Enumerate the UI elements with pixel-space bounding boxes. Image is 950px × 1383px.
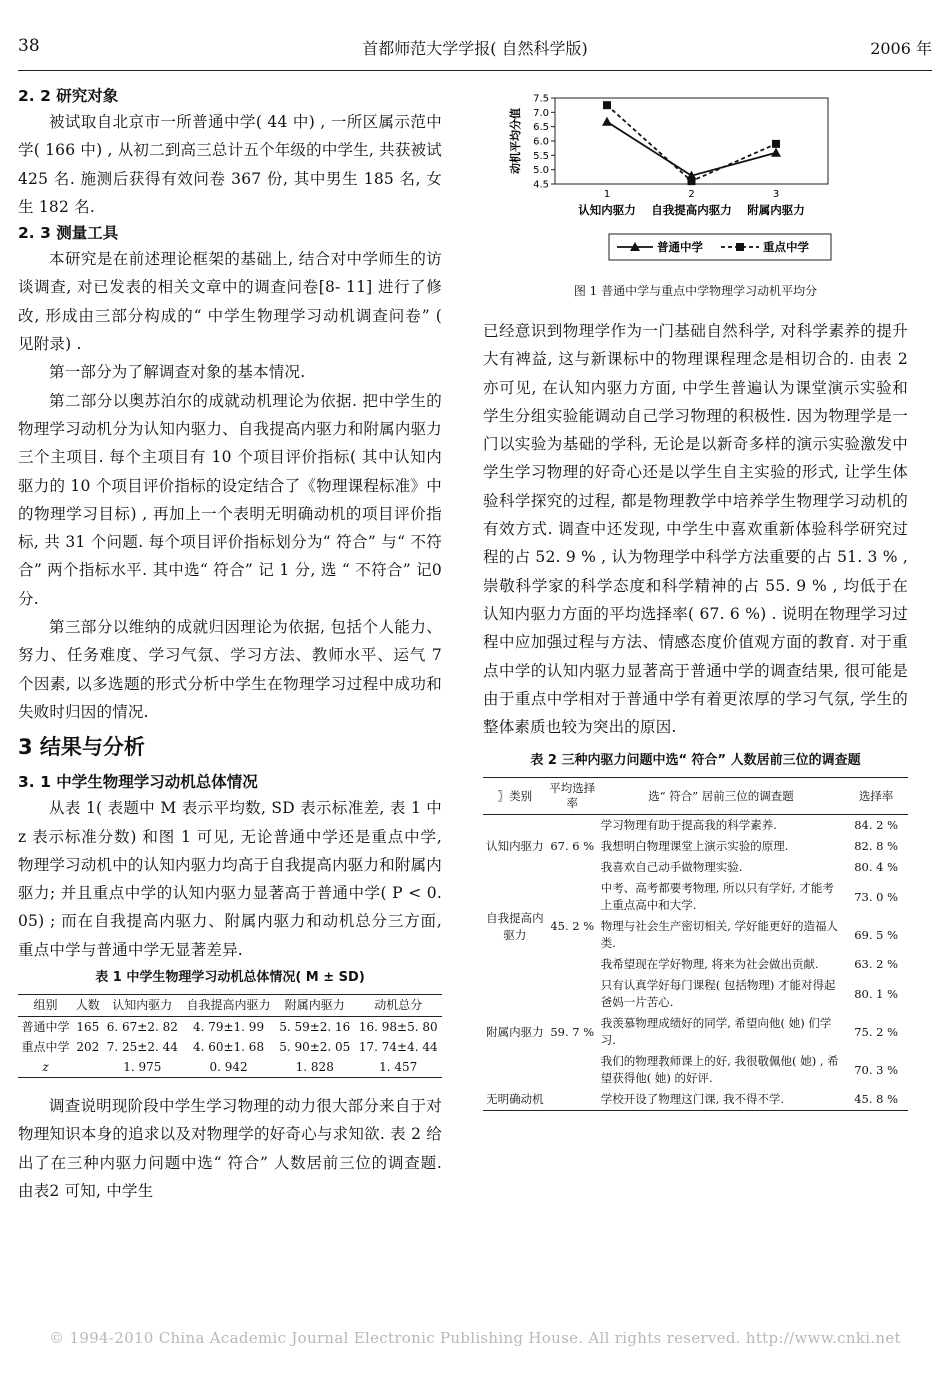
table-cell: 0. 942 <box>209 1060 248 1075</box>
data-point-square <box>603 101 611 109</box>
question-cell: 我想明白物理课堂上演示实验的原理. <box>600 839 789 854</box>
motivation-line-chart <box>483 84 908 274</box>
rate-cell: 63. 2 % <box>854 957 899 972</box>
question-cell: 我们的物理教师课上的好, 我很敬佩他( 她) , 希望获得他( 她) 的好评. <box>600 1054 839 1086</box>
average-rate-cell: 45. 2 % <box>550 919 595 934</box>
table-row <box>18 1017 442 1038</box>
figure-1 <box>483 84 908 299</box>
section-3-1-title: 3. 1 中学生物理学习动机总体情况 <box>18 773 258 792</box>
table-cell: 4. 60±1. 68 <box>192 1040 265 1055</box>
table-1-body <box>18 1017 442 1078</box>
y-tick-label: 5.0 <box>533 165 549 177</box>
table-1-header-cell: 人数 <box>73 995 103 1017</box>
x-tick-label: 2 <box>688 189 695 200</box>
data-point-square <box>772 140 780 148</box>
y-tick-label: 6.0 <box>533 136 549 148</box>
rate-cell: 84. 2 % <box>854 818 899 833</box>
y-axis-label: 动机平均分值 <box>509 108 522 174</box>
table-cell: 17. 74±4. 44 <box>358 1040 438 1055</box>
question-cell: 物理与社会生产密切相关, 学好能更好的造福人类. <box>600 919 839 951</box>
section-2-2-title: 2. 2 研究对象 <box>18 87 119 105</box>
table-1-header-cell: 动机总分 <box>354 995 442 1017</box>
table-1-header-cell: 认知内驱力 <box>103 995 182 1017</box>
category-label: 自我提高内驱力 <box>651 203 732 217</box>
category-cell: 自我提高内驱力 <box>486 910 544 942</box>
table-row <box>483 815 908 837</box>
table-cell: 4. 79±1. 99 <box>192 1020 265 1035</box>
table-cell: 1. 457 <box>379 1060 418 1075</box>
y-tick-label: 4.5 <box>533 179 549 191</box>
table-1-header-cell: 附属内驱力 <box>275 995 354 1017</box>
running-header <box>18 36 932 71</box>
question-cell: 学习物理有助于提高我的科学素养. <box>600 818 777 833</box>
table-1 <box>18 994 442 1078</box>
data-point-triangle <box>602 117 612 126</box>
table-2-header-cell: 〗类别 <box>483 778 547 815</box>
table-cell <box>73 1057 103 1078</box>
y-tick-label: 5.5 <box>533 150 549 162</box>
category-cell: 无明确动机 <box>486 1092 544 1107</box>
table-row <box>18 1037 442 1057</box>
table-1-header-row <box>18 995 442 1017</box>
question-cell: 中考、高考都要考物理, 所以只有学好, 才能考上重点高中和大学. <box>600 881 834 913</box>
table-row <box>483 975 908 1013</box>
section-2-3-paragraph-2: 第一部分为了解调查对象的基本情况. <box>49 363 306 382</box>
table-1-header-cell: 自我提高内驱力 <box>182 995 275 1017</box>
table-cell: 普通中学 <box>21 1020 70 1035</box>
data-point-triangle <box>771 148 781 157</box>
table-2-header-cell: 选“ 符合” 居前三位的调查题 <box>598 778 845 815</box>
rate-cell: 80. 1 % <box>854 986 899 1001</box>
rate-cell: 70. 3 % <box>854 1062 899 1077</box>
section-2-3-paragraph-4: 第三部分以维纳的成就归因理论为依据, 包括个人能力、努力、任务难度、学习气氛、学习方法、教师水平、运气 7 个因素, 以多选题的形式分析中学生在物理学习过程中成功和失败时归因的情况. <box>18 618 442 721</box>
table-cell: 重点中学 <box>21 1040 70 1055</box>
rate-cell: 45. 8 % <box>854 1092 899 1107</box>
question-cell: 我羡慕物理成绩好的同学, 希望向他( 她) 们学习. <box>600 1016 832 1048</box>
table-1-header-cell: 组别 <box>18 995 73 1017</box>
table-cell: 165 <box>76 1020 100 1035</box>
right-column <box>483 84 908 1111</box>
average-rate-cell: 67. 6 % <box>550 839 595 854</box>
table-2-header-row <box>483 778 908 815</box>
question-cell: 只有认真学好每门课程( 包括物理) 才能对得起爸妈一片苦心. <box>600 978 836 1010</box>
section-2-3-paragraph-3: 第二部分以奥苏泊尔的成就动机理论为依据. 把中学生的物理学习动机分为认知内驱力、自我提高内驱力和附属内驱力三个主项目. 每个主项目有 10 个项目评价指标( 其中认知内驱力的 10 个项目评价指标的设定结合了《物理课程标准》中的物理学习目标) , 再加上一个表明无明确动机的项目评价指标, 共 31 个问题. 每个项目评价指标划分为“ 符合” 与“ 不符合” 两个指标水平. 其中选“ 符合” 记 1 分, 选 “ 不符合” 记0 分. <box>18 391 442 608</box>
table-row <box>18 1057 442 1078</box>
table-2-header-cell: 平均选择率 <box>547 778 598 815</box>
section-3-1-paragraph-1: 从表 1( 表题中 M 表示平均数, SD 表示标准差, 表 1 中 z 表示标准分数) 和图 1 可见, 无论普通中学还是重点中学, 物理学习动机中的认知内驱力均高于自我提高内驱力和附属内驱力; 并且重点中学的认知内驱力显著高于普通中学( P < 0. 05) ; 而在自我提高内驱力、附属内驱力和动机总分三方面, 重点中学与普通中学无显著差异. <box>18 799 442 959</box>
journal-name: 首都师范大学学报( 自然科学版) <box>362 39 588 58</box>
rate-cell: 82. 8 % <box>854 839 899 854</box>
section-2-3-paragraph-1: 本研究是在前述理论框架的基础上, 结合对中学师生的访谈调查, 对已发表的相关文章中的调查问卷[8- 11] 进行了修改, 形成由三部分构成的“ 中学生物理学习动机调查问卷” ( 见附录) . <box>18 250 442 354</box>
table-2-body <box>483 815 908 1111</box>
table-row <box>483 1089 908 1111</box>
right-paragraph: 已经意识到物理学作为一门基础自然科学, 对科学素养的提升大有裨益, 这与新课标中的物理课程理念是相切合的. 由表 2 亦可见, 在认知内驱力方面, 中学生普遍认为课堂演示实验和学生分组实验能调动自己学习物理的积极性. 因为物理学是一门以实验为基础的学科, 无论是以新奇多样的演示实验激发中学生学习物理的好奇心还是以学生自主实验的形式, 让学生体验科学探究的过程, 都是物理教学中培养学生物理学习动机的有效方式. 调查中还发现, 中学生中喜欢重新体验科学研究过程的占 52. 9 % , 认为物理学中科学方法重要的占 51. 3 % , 崇敬科学家的科学态度和科学精神的占 55. 9 % , 均低于在认知内驱力方面的平均选择率( 67. 6 %) . 说明在物理学习过程中应加强过程与方法、情感态度价值观方面的教育. 对于重点中学的认知内驱力显著高于普通中学的调查结果, 很可能是由于重点中学相对于普通中学有着更浓厚的学习气氛, 学生的整体素质也较为突出的原因. <box>483 322 908 737</box>
table-2-header-cell: 选择率 <box>844 778 908 815</box>
rate-cell: 75. 2 % <box>854 1024 899 1039</box>
section-2-3-title: 2. 3 测量工具 <box>18 224 119 243</box>
table-cell: 5. 59±2. 16 <box>279 1020 351 1035</box>
rate-cell: 80. 4 % <box>854 860 899 875</box>
question-cell: 学校开设了物理这门课, 我不得不学. <box>600 1092 785 1107</box>
average-rate-cell: 59. 7 % <box>550 1024 595 1039</box>
table-cell: 16. 98±5. 80 <box>358 1020 438 1035</box>
page-number: 38 <box>18 36 40 56</box>
table-cell: 1. 828 <box>295 1060 334 1075</box>
left-column <box>18 84 442 1205</box>
table-cell: 7. 25±2. 44 <box>106 1040 178 1055</box>
table-2 <box>483 777 908 1111</box>
table-cell: 5. 90±2. 05 <box>279 1040 351 1055</box>
y-tick-label: 6.5 <box>533 122 549 134</box>
data-point-square <box>688 177 696 185</box>
x-tick-label: 3 <box>772 189 780 200</box>
question-cell: 我喜欢自己动手做物理实验. <box>600 860 743 875</box>
y-tick-label: 7.0 <box>533 107 549 119</box>
table-cell: 1. 975 <box>123 1060 162 1075</box>
question-cell: 我希望现在学好物理, 将来为社会做出贡献. <box>600 957 819 972</box>
legend-label: 普通中学 <box>657 240 703 254</box>
section-3-1-paragraph-2: 调查说明现阶段中学生学习物理的动力很大部分来自于对物理知识本身的追求以及对物理学的好奇心与求知欲. 表 2 给出了在三种内驱力问题中选“ 符合” 人数居前三位的调查题. 由表2 可知, 中学生 <box>18 1097 442 1200</box>
copyright-watermark: © 1994-2010 China Academic Journal Electronic Publishing House. All rights reserved. http://www.cnki.net <box>49 1329 901 1347</box>
category-label: 认知内驱力 <box>578 203 636 217</box>
legend-label: 重点中学 <box>763 240 809 254</box>
y-tick-label: 7.5 <box>533 93 549 105</box>
rate-cell: 69. 5 % <box>854 927 899 942</box>
table-cell: 202 <box>76 1040 100 1055</box>
category-cell: 附属内驱力 <box>486 1024 544 1039</box>
table-cell: 6. 67±2. 82 <box>106 1020 178 1035</box>
average-rate-cell <box>547 1089 598 1111</box>
rate-cell: 73. 0 % <box>854 889 899 904</box>
category-label: 附属内驱力 <box>747 203 805 217</box>
series-line-1 <box>607 105 776 181</box>
table-2-caption: 表 2 三种内驱力问题中选“ 符合” 人数居前三位的调查题 <box>530 753 861 769</box>
year: 2006 年 <box>870 39 932 58</box>
figure-1-caption: 图 1 普通中学与重点中学物理学习动机平均分 <box>573 284 818 298</box>
table-1-caption: 表 1 中学生物理学习动机总体情况( M ± SD) <box>95 970 365 986</box>
category-cell: 认知内驱力 <box>486 839 544 854</box>
section-2-2-paragraph: 被试取自北京市一所普通中学( 44 中) , 一所区属示范中学( 166 中) , 从初二到高三总计五个年级的中学生, 共获被试 425 名. 施测后获得有效问卷 367 份, 其中男生 185 名, 女生 182 名. <box>18 113 442 216</box>
table-row <box>483 878 908 916</box>
table-cell: z <box>42 1060 49 1075</box>
section-3-title: 3 结果与分析 <box>18 735 145 760</box>
legend-marker-square <box>736 243 744 251</box>
series-line-0 <box>607 122 776 176</box>
x-tick-label: 1 <box>603 189 611 200</box>
